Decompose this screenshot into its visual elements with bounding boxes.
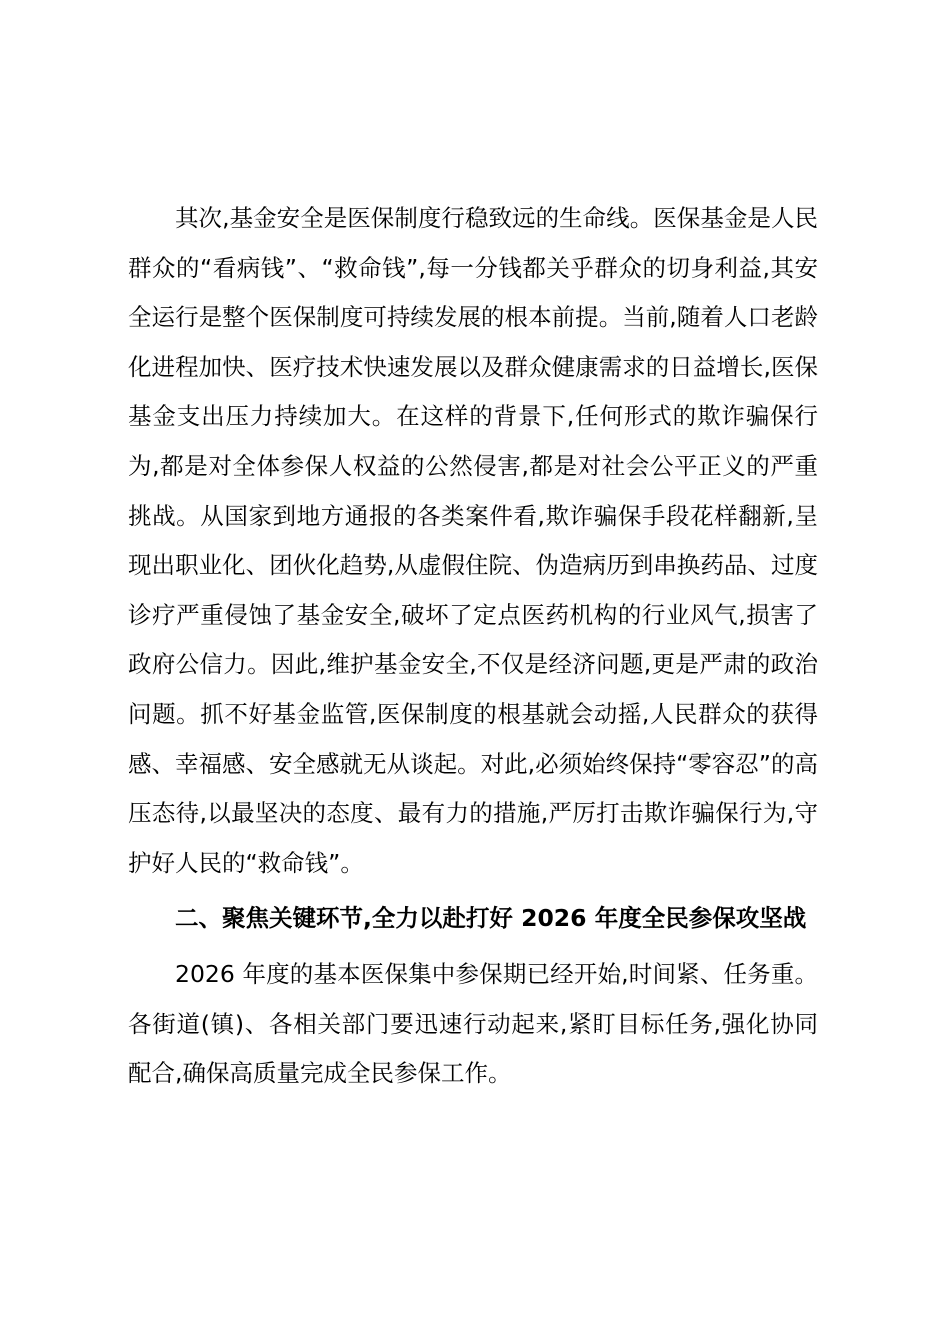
section-heading-2: 二、聚焦关键环节,全力以赴打好 2026 年度全民参保攻坚战 [175,904,807,933]
paragraph-enrollment: 2026 年度的基本医保集中参保期已经开始,时间紧、任务重。各街道(镇)、各相关部门要迅速行动起来,紧盯目标任务,强化协同配合,确保高质量完成全民参保工作。 [128,959,818,1088]
paragraph-fund-safety: 其次,基金安全是医保制度行稳致远的生命线。医保基金是人民群众的“看病钱”、“救命钱”,每一分钱都关乎群众的切身利益,其安全运行是整个医保制度可持续发展的根本前提。当前,随着人口老龄化进程加快、医疗技术快速发展以及群众健康需求的日益增长,医保基金支出压力持续加大。在这样的背景下,任何形式的欺诈骗保行为,都是对全体参保人权益的公然侵害,都是对社会公平正义的严重挑战。从国家到地方通报的各类案件看,欺诈骗保手段花样翻新,呈现出职业化、团伙化趋势,从虚假住院、伪造病历到串换药品、过度诊疗严重侵蚀了基金安全,破坏了定点医药机构的行业风气,损害了政府公信力。因此,维护基金安全,不仅是经济问题,更是严肃的政治问题。抓不好基金监管,医保制度的根基就会动摇,人民群众的获得感、幸福感、安全感就无从谈起。对此,必须始终保持“零容忍”的高压态待,以最坚决的态度、最有力的措施,严厉打击欺诈骗保行为,守护好人民的“救命钱”。 [128,204,818,877]
document-body [128,194,818,1099]
